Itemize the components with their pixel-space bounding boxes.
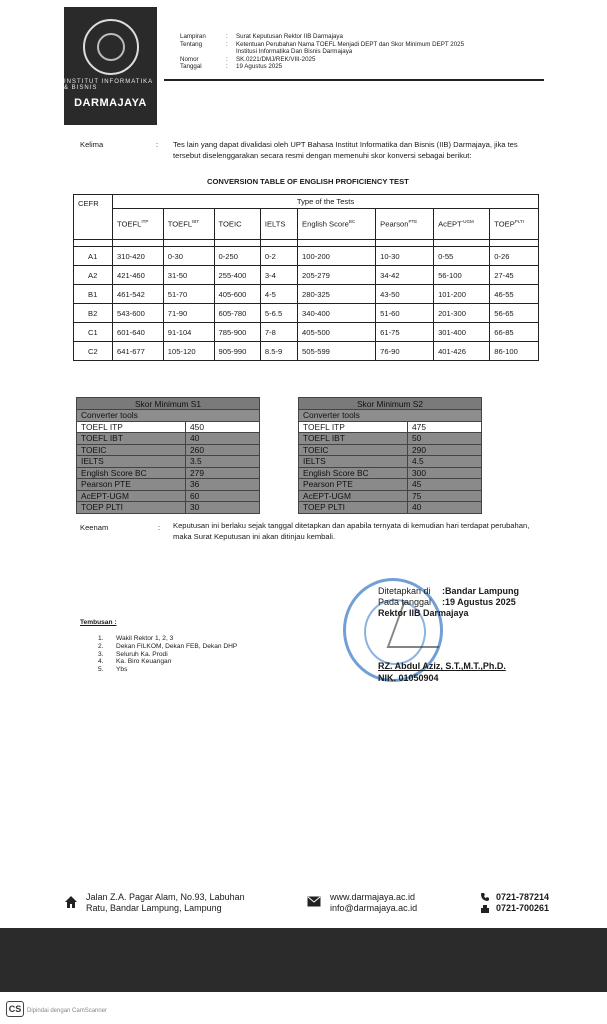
- skor-row: [77, 502, 260, 514]
- table-cell: 401-426: [434, 342, 490, 361]
- min-score: 75: [408, 490, 482, 502]
- min-score: 290: [408, 444, 482, 456]
- footer-contact-web: [330, 892, 417, 914]
- phone-icon: [480, 892, 490, 902]
- column-headers: [74, 209, 539, 240]
- conversion-table-title: CONVERSION TABLE OF ENGLISH PROFICIENCY TEST: [207, 177, 409, 186]
- table-cell: 105-120: [163, 342, 214, 361]
- keenam-text: Keputusan ini berlaku sejak tanggal ditetapkan dan apabila ternyata di kemudian hari terdapat perubahan, maka Surat Keputusan ini akan ditinjau kembali.: [173, 521, 530, 541]
- table-row: [74, 266, 539, 285]
- test-name: TOEP PLTI: [299, 502, 408, 514]
- column-header: Pearson$^{PTE}$: [376, 209, 434, 240]
- table-cell: 56-100: [434, 266, 490, 285]
- list-item: 5. Ybs: [98, 666, 128, 674]
- header-divider: [164, 79, 544, 81]
- table-row: [74, 285, 539, 304]
- table-cell: 405-500: [298, 323, 376, 342]
- table-cell: 3-4: [260, 266, 297, 285]
- table-cell: 205-279: [298, 266, 376, 285]
- table-cell: 0-26: [490, 247, 539, 266]
- table-cell: 91-104: [163, 323, 214, 342]
- fax-number: 0721-700261: [496, 903, 550, 913]
- test-name: Pearson PTE: [77, 479, 186, 491]
- table-cell: 905-990: [214, 342, 260, 361]
- table-cell: 51-60: [376, 304, 434, 323]
- table-cell: 461-542: [113, 285, 164, 304]
- skor-row: [77, 433, 260, 445]
- table-cell: 76-90: [376, 342, 434, 361]
- table-row: [74, 342, 539, 361]
- table-cell: 71-90: [163, 304, 214, 323]
- table-cell: 31-50: [163, 266, 214, 285]
- min-score: 36: [186, 479, 260, 491]
- test-name: TOEIC: [77, 444, 186, 456]
- footer-address: Jalan Z.A. Pagar Alam, No.93, Labuhan Ratu, Bandar Lampung, Lampung: [86, 892, 245, 913]
- table-cell: 201-300: [434, 304, 490, 323]
- list-item: 3. Seluruh Ka. Prodi: [98, 650, 168, 658]
- table-cell: 5-6.5: [260, 304, 297, 323]
- type-header: Type of the Tests: [113, 195, 539, 209]
- table-cell: 46-55: [490, 285, 539, 304]
- skor-row: [77, 421, 260, 433]
- table-cell: 0-30: [163, 247, 214, 266]
- email-link[interactable]: info@darmajaya.ac.id: [330, 903, 418, 913]
- min-score: 450: [186, 421, 260, 433]
- skor-title: Skor Minimum S1: [77, 398, 260, 410]
- min-score: 475: [408, 421, 482, 433]
- signer-name: RZ. Abdul Aziz, S.T.,M.T.,Ph.D.: [378, 661, 506, 671]
- table-cell: 0-250: [214, 247, 260, 266]
- letter-meta: [180, 33, 464, 71]
- min-score: 3.5: [186, 456, 260, 468]
- table-cell: 61-75: [376, 323, 434, 342]
- table-cell: 601-640: [113, 323, 164, 342]
- test-name: TOEIC: [299, 444, 408, 456]
- table-cell: 421-460: [113, 266, 164, 285]
- skor-title: Skor Minimum S2: [299, 398, 482, 410]
- skor-minimum-s2-table: [298, 397, 482, 514]
- test-name: IELTS: [299, 456, 408, 468]
- table-cell: 255-400: [214, 266, 260, 285]
- column-header: $TOEFL^{IBT}$: [163, 209, 214, 240]
- cefr-level: A2: [74, 266, 113, 285]
- table-cell: 0-2: [260, 247, 297, 266]
- min-score: 60: [186, 490, 260, 502]
- list-item: 1. Wakil Rektor 1, 2, 3: [98, 635, 174, 642]
- test-name: English Score BC: [299, 467, 408, 479]
- skor-row: [77, 490, 260, 502]
- table-cell: 605-780: [214, 304, 260, 323]
- tembusan-list: [98, 635, 237, 674]
- cefr-header: CEFR: [74, 195, 113, 240]
- test-name: TOEFL ITP: [299, 421, 408, 433]
- skor-row: [77, 467, 260, 479]
- mail-icon: [307, 896, 321, 907]
- cefr-level: C1: [74, 323, 113, 342]
- skor-row: [77, 479, 260, 491]
- website-link[interactable]: www.darmajaya.ac.id: [330, 892, 416, 902]
- table-cell: 0-55: [434, 247, 490, 266]
- signer-name-block: [378, 660, 506, 684]
- table-cell: 785-900: [214, 323, 260, 342]
- table-cell: 310-420: [113, 247, 164, 266]
- min-score: 260: [186, 444, 260, 456]
- tembusan-title: Tembusan :: [80, 619, 117, 626]
- column-header: English Score$^{BC}$: [298, 209, 376, 240]
- skor-row: [77, 444, 260, 456]
- keenam-label: Keenam: [80, 523, 109, 532]
- min-score: 300: [408, 467, 482, 479]
- skor-row: [299, 456, 482, 468]
- list-item: 4. Ka. Biro Keuangan: [98, 658, 172, 666]
- table-cell: 405-600: [214, 285, 260, 304]
- meta-row: Nomor : SK.0221/DMJ/REK/VIII-2025: [180, 55, 316, 63]
- skor-row: [299, 467, 482, 479]
- camscanner-badge: CS: [6, 1001, 24, 1017]
- phone-number: 0721-787214: [496, 892, 550, 902]
- min-score: 4.5: [408, 456, 482, 468]
- table-cell: 56-65: [490, 304, 539, 323]
- signer-nik: NIK. 01050904: [378, 673, 439, 683]
- column-header: $TOEFL^{ITP}$: [113, 209, 164, 240]
- table-cell: 66-85: [490, 323, 539, 342]
- camscanner-text: Dipindai dengan CamScanner: [27, 1008, 108, 1014]
- table-cell: 34-42: [376, 266, 434, 285]
- table-cell: 51-70: [163, 285, 214, 304]
- table-cell: 505-599: [298, 342, 376, 361]
- min-score: 40: [408, 502, 482, 514]
- table-cell: 86-100: [490, 342, 539, 361]
- column-header: $TOEP^{PLTI}$: [490, 209, 539, 240]
- min-score: 30: [186, 502, 260, 514]
- cefr-level: C2: [74, 342, 113, 361]
- keenam-colon: :: [158, 523, 161, 532]
- logo-emblem-icon: [83, 19, 139, 75]
- logo-text: DARMAJAYA: [74, 97, 147, 109]
- test-name: TOEFL ITP: [77, 421, 186, 433]
- skor-row: [299, 444, 482, 456]
- table-cell: 10-30: [376, 247, 434, 266]
- skor-row: [299, 479, 482, 491]
- table-cell: 8.5-9: [260, 342, 297, 361]
- meta-row: Institusi Informatika Dan Bisnis Darmajaya: [236, 48, 353, 56]
- min-score: 50: [408, 433, 482, 445]
- table-cell: 7-8: [260, 323, 297, 342]
- skor-row: [299, 421, 482, 433]
- min-score: 279: [186, 467, 260, 479]
- cefr-level: B2: [74, 304, 113, 323]
- skor-row: [77, 456, 260, 468]
- table-row: [74, 304, 539, 323]
- table-row: [74, 323, 539, 342]
- test-name: TOEP PLTI: [77, 502, 186, 514]
- kelima-label: Kelima: [80, 140, 104, 149]
- table-cell: 101-200: [434, 285, 490, 304]
- signature-block: Ditetapkan di : Bandar Lampung Pada tanggal : 19 Agustus 2025 Rektor IIB Darmajaya: [378, 586, 520, 618]
- test-name: TOEFL IBT: [299, 433, 408, 445]
- home-icon: [64, 895, 78, 909]
- conversion-table: [73, 194, 539, 361]
- footer-phones: [496, 892, 549, 914]
- table-cell: 301-400: [434, 323, 490, 342]
- table-cell: 641-677: [113, 342, 164, 361]
- signer-position: Rektor IIB Darmajaya: [378, 608, 469, 618]
- test-name: IELTS: [77, 456, 186, 468]
- column-header: AcEPT$^{-UGM}$: [434, 209, 490, 240]
- table-cell: 340-400: [298, 304, 376, 323]
- kelima-text: Tes lain yang dapat divalidasi oleh UPT Bahasa Institut Informatika dan Bisnis (IIB) Darmajaya, jika tes tersebut diselenggarakan secara resmi dengan memenuhi skor konversi sebagai berikut:: [173, 140, 518, 160]
- list-item: 2. Dekan FILKOM, Dekan FEB, Dekan DHP: [98, 642, 238, 650]
- column-header: IELTS: [260, 209, 297, 240]
- table-cell: 27-45: [490, 266, 539, 285]
- test-name: AcEPT-UGM: [299, 490, 408, 502]
- fax-icon: [480, 904, 490, 914]
- institution-logo: [64, 7, 157, 125]
- conversion-body: [74, 240, 539, 361]
- logo-subtitle: INSTITUT INFORMATIKA & BISNIS: [64, 79, 153, 91]
- table-row: [74, 247, 539, 266]
- table-cell: 43-50: [376, 285, 434, 304]
- skor-row: [299, 502, 482, 514]
- min-score: 45: [408, 479, 482, 491]
- scan-dark-band: [0, 928, 607, 992]
- test-name: English Score BC: [77, 467, 186, 479]
- meta-row: Lampiran : Surat Keputusan Rektor IIB Darmajaya: [180, 33, 343, 40]
- meta-row: Tanggal : 19 Agustus 2025: [180, 63, 283, 71]
- test-name: TOEFL IBT: [77, 433, 186, 445]
- column-header: TOEIC: [214, 209, 260, 240]
- kelima-colon: :: [156, 140, 159, 149]
- table-cell: 100-200: [298, 247, 376, 266]
- skor-subtitle: Converter tools: [299, 410, 482, 422]
- skor-subtitle: Converter tools: [77, 410, 260, 422]
- table-cell: 4-5: [260, 285, 297, 304]
- meta-row: Tentang : Ketentuan Perubahan Nama TOEFL Menjadi DEPT dan Skor Minimum DEPT 2025: [180, 40, 465, 48]
- table-cell: 280-325: [298, 285, 376, 304]
- skor-row: [299, 490, 482, 502]
- min-score: 40: [186, 433, 260, 445]
- cefr-level: B1: [74, 285, 113, 304]
- test-name: AcEPT-UGM: [77, 490, 186, 502]
- table-cell: 543-600: [113, 304, 164, 323]
- test-name: Pearson PTE: [299, 479, 408, 491]
- skor-row: [299, 433, 482, 445]
- cefr-level: A1: [74, 247, 113, 266]
- skor-minimum-s1-table: [76, 397, 260, 514]
